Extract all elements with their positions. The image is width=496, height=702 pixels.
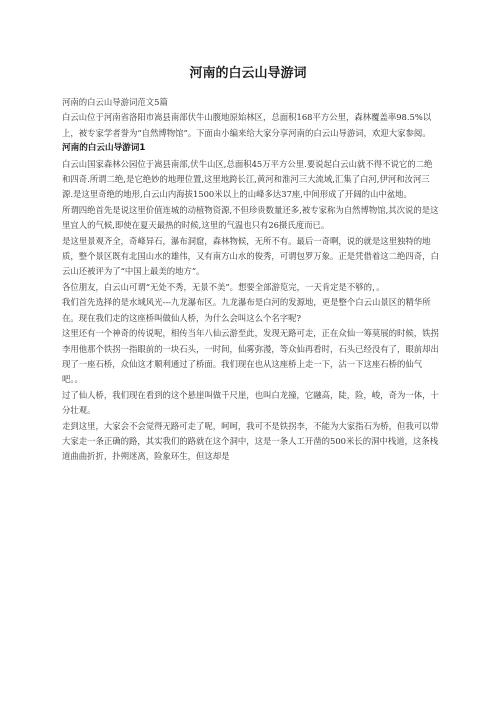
paragraph: 是这里景观齐全，奇峰异石，瀑布洞窟，森林物候，无所不有。最后一奇啊，说的就是这里独特的地质，整个景区既有北国山水的雄伟，又有南方山水的俊秀，可谓包罗万象。正是凭借着这二绝四奇，白云山还被评为了“中国上最美的地方”。 xyxy=(62,235,439,277)
paragraph: 所谓四绝首先是说这里价值连城的动植物资源,不但珍贵数量还多,被专家称为自然博物馆,其次说的是这里宜人的气候,即使在夏天最热的时候,这里的气温也只有26摄氏度而已。 xyxy=(62,204,439,231)
paragraph: 各位朋友，白云山可谓“无处不秀，无景不美”。想要全部游览完，一天肯定是不够的，。 xyxy=(62,281,385,292)
intro-paragraph: 白云山位于河南省洛阳市嵩县南部伏牛山腹地原始林区，总面积168平方公里，森林覆盖率98.5%以上，被专家学者誉为“自然博物馆”。下面由小编来给大家分享河南的白云山导游词，欢迎大家参阅。 xyxy=(62,112,432,138)
document-body xyxy=(62,95,440,465)
intro-line: 河南的白云山导游词范文5篇 xyxy=(62,97,168,107)
paragraph: 走到这里，大家会不会觉得无路可走了呢，呵呵，我可不是铁拐李，不能为大家指石为桥，但我可以带大家走一条正确的路，其实我们的路就在这个洞中，这是一条人工开凿的500米长的洞中栈道，这条栈道曲曲折折，扑朔迷离，险象环生，但这却是 xyxy=(62,420,439,462)
paragraph: 白云山国家森林公园位于嵩县南部,伏牛山区,总面积45万平方公里.要说起白云山就不得不说它的二绝和四奇.所谓二绝,是它绝妙的地理位置,这里地跨长江,黄河和淮河三大流域,汇集了白河,伊河和汝河三源.是这里奇绝的地形,白云山内海拔1500米以上的山峰多达37座,中间形成了开阔的山中盆地。 xyxy=(62,158,433,200)
section-heading: 河南的白云山导游词1 xyxy=(62,143,146,154)
paragraph: 过了仙人桥，我们现在看到的这个悬崖叫做千尺崖，也叫白龙撞，它融高，陡，险，峻，奇为一体，十分壮观。 xyxy=(62,389,439,416)
document-title: 河南的白云山导游词 xyxy=(189,66,307,81)
paragraph: 这里还有一个神奇的传说呢，相传当年八仙云游至此，发现无路可走，正在众仙一筹莫展的时候，铁拐李用他那个铁拐一指眼前的一块石头，一时间，仙雾弥漫，等众仙再看时，石头已经没有了，眼前却出现了一座石桥，众仙这才顺利通过了桥面。我们现在也从这座桥上走一下，沾一下这座石桥的仙气吧。。 xyxy=(62,328,439,385)
paragraph: 我们首先选择的是水域风光---九龙瀑布区。九龙瀑布是白河的发源地，更是整个白云山景区的精华所在。现在我们走的这座桥叫做仙人桥，为什么会叫这么个名字呢? xyxy=(62,297,431,323)
